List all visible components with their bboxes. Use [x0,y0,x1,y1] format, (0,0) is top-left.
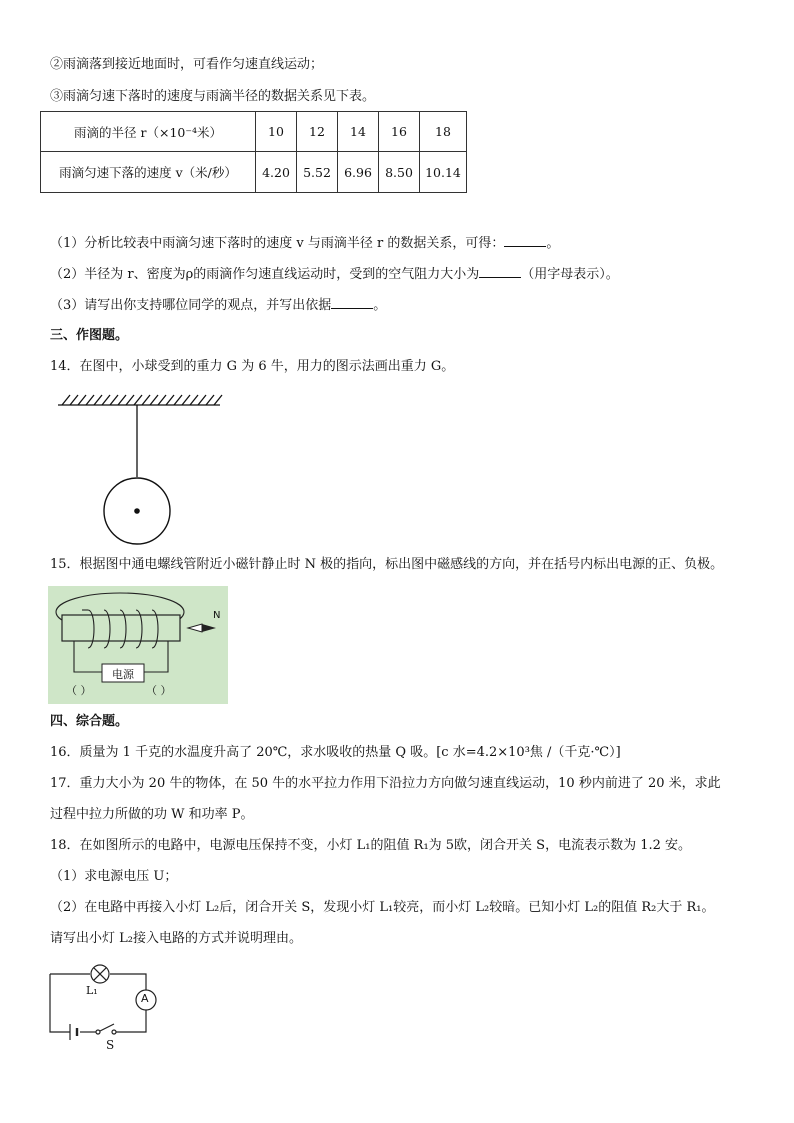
wire-right [110,974,146,990]
line-raindrop-ground: ②雨滴落到接近地面时，可看作匀速直线运动； [50,57,324,72]
table-cell: 8.50 [379,152,420,193]
power-source-label: 电源 [112,668,134,681]
figure-14-pendulum [50,385,230,545]
compass-needle [188,624,216,632]
wire-right-lower [114,1010,146,1032]
battery-icon [70,1024,77,1040]
table-row2-label: 雨滴匀速下落的速度 v（米/秒） [41,152,256,193]
problem-17-line1: 17．重力大小为 20 牛的物体，在 50 牛的水平拉力作用下沿拉力方向做匀速直线运动，10 秒内前进了 20 米，求此 [50,776,721,791]
table-cell: 16 [379,112,420,152]
question-3-text: （3）请写出你支持哪位同学的观点，并写出依据 [50,298,332,313]
question-3-end: 。 [373,298,387,313]
lamp-label: L₁ [86,984,98,997]
table-cell: 4.20 [256,152,297,193]
answer-blank[interactable] [504,234,546,247]
lamp-l1-icon [91,965,109,983]
answer-blank[interactable] [331,296,373,309]
problem-18-q2-line1: （2）在电路中再接入小灯 L₂后，闭合开关 S，发现小灯 L₁较亮，而小灯 L₂较暗。已知小灯 L₂的阻值 R₂大于 R₁。 [50,900,715,915]
table-cell: 5.52 [297,152,338,193]
question-1 [50,234,559,253]
question-2-end: （用字母表示）。 [521,267,619,282]
question-2-text: （2）半径为 r、密度为ρ的雨滴作匀速直线运动时，受到的空气阻力大小为 [50,267,480,282]
section-3-heading: 三、作图题。 [50,328,129,343]
n-pole-label: N [213,610,221,621]
problem-18-q1: （1）求电源电压 U； [50,869,178,884]
ammeter-label: A [141,992,149,1005]
problem-15: 15．根据图中通电螺线管附近小磁针静止时 N 极的指向，标出图中磁感线的方向，并在括号内标出电源的正、负极。 [50,557,724,572]
table-row1-label: 雨滴的半径 r（×10⁻⁴米） [41,112,256,152]
table-cell: 14 [338,112,379,152]
table-cell: 10 [256,112,297,152]
table-cell: 6.96 [338,152,379,193]
table-cell: 12 [297,112,338,152]
ceiling-hatch [58,395,222,405]
problem-18-q2-line2: 请写出小灯 L₂接入电路的方式并说明理由。 [50,931,302,946]
problem-18: 18．在如图所示的电路中，电源电压保持不变，小灯 L₁的阻值 R₁为 5欧，闭合开关 S，电流表示数为 1.2 安。 [50,838,692,853]
figure-15-solenoid [48,586,228,704]
bracket-left[interactable]: （ ） [66,684,92,697]
question-2 [50,265,619,284]
table-cell: 10.14 [420,152,467,193]
question-3 [50,296,386,315]
problem-16: 16．质量为 1 千克的水温度升高了 20℃，求水吸收的热量 Q 吸。[c 水=4.2×10³焦 /（千克·℃）] [50,745,621,760]
raindrop-data-table [40,111,467,193]
solenoid-core [62,615,180,641]
wire-top-left [50,974,70,1032]
switch-icon [96,1024,116,1034]
line-table-intro: ③雨滴匀速下落时的速度与雨滴半径的数据关系见下表。 [50,89,376,104]
switch-label: S [106,1038,115,1052]
answer-blank[interactable] [479,265,521,278]
question-1-text: （1）分析比较表中雨滴匀速下落时的速度 v 与雨滴半径 r 的数据关系，可得： [50,236,505,251]
section-4-heading: 四、综合题。 [50,714,129,729]
ball-center [134,508,140,514]
bracket-right[interactable]: （ ） [146,684,172,697]
problem-17-line2: 过程中拉力所做的功 W 和功率 P。 [50,807,254,822]
question-1-end: 。 [546,236,560,251]
problem-14: 14．在图中，小球受到的重力 G 为 6 牛，用力的图示法画出重力 G。 [50,359,455,374]
figure-18-circuit [46,962,166,1054]
table-cell: 18 [420,112,467,152]
